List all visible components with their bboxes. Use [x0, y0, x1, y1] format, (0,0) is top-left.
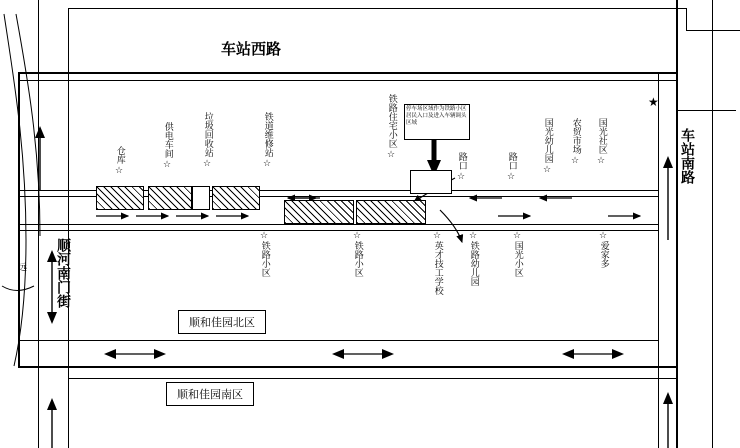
label-south-4: ☆ 铁路幼儿园: [464, 232, 482, 289]
block-label-south: 顺和佳园南区: [166, 382, 254, 406]
parking-note: 停车场区域作为铁路小区居民入口及进入车辆调头区域: [404, 104, 470, 140]
star-icon: ☆: [598, 231, 608, 241]
star-icon: ☆: [468, 231, 478, 241]
label-north-7: 路口 ☆: [502, 152, 520, 182]
star-icon: ☆: [432, 231, 442, 241]
label-north-2: 供电车间 ☆: [158, 122, 176, 170]
building-plain-1: [192, 186, 210, 210]
label-north-6: 路口 ☆: [452, 152, 470, 182]
star-icon: ☆: [386, 150, 396, 160]
building-hatch-1: [96, 186, 144, 210]
building-hatch-5: [356, 200, 426, 224]
label-north-10: 国光社区 ☆: [592, 118, 610, 166]
label-north-9: 农贸市场 ☆: [566, 118, 584, 166]
star-icon: ☆: [262, 159, 272, 169]
label-north-4: 铁道维修站 ☆: [258, 112, 276, 169]
building-hatch-3: [212, 186, 260, 210]
marker-icon: ★: [648, 95, 659, 109]
star-icon: ☆: [506, 172, 516, 182]
label-north-1: 仓库 ☆: [110, 146, 128, 176]
page-title: 车站西路: [221, 40, 282, 58]
label-north-8: 国光幼儿园 ☆: [538, 118, 556, 175]
label-south-1: ☆ 铁路小区: [255, 232, 273, 280]
parking-area-box: [410, 170, 452, 194]
star-icon: ☆: [570, 156, 580, 166]
star-icon: ☆: [259, 231, 269, 241]
block-label-north: 顺和佳园北区: [178, 310, 266, 334]
label-south-6: ☆ 爱家多: [594, 232, 612, 271]
star-icon: ☆: [542, 165, 552, 175]
star-icon: ☆: [512, 231, 522, 241]
label-north-3: 垃圾回收站 ☆: [198, 112, 216, 169]
street-name-chezhannan: 车站南路: [679, 128, 695, 184]
star-icon: ☆: [352, 231, 362, 241]
star-icon: ☆: [202, 159, 212, 169]
side-label-far: 远: [18, 263, 28, 273]
star-icon: ☆: [114, 166, 124, 176]
star-icon: ☆: [596, 156, 606, 166]
building-hatch-4: [284, 200, 354, 224]
street-name-shunhe: 顺河南门街: [55, 238, 71, 308]
star-icon: ☆: [162, 160, 172, 170]
building-hatch-2: [148, 186, 192, 210]
star-icon: ☆: [456, 172, 466, 182]
label-north-5: 铁路住宅小区 ☆: [382, 94, 400, 160]
label-south-3: ☆ 英才技工学校: [428, 232, 446, 298]
label-south-2: ☆ 铁路小区: [348, 232, 366, 280]
label-south-5: ☆ 国光小区: [508, 232, 526, 280]
